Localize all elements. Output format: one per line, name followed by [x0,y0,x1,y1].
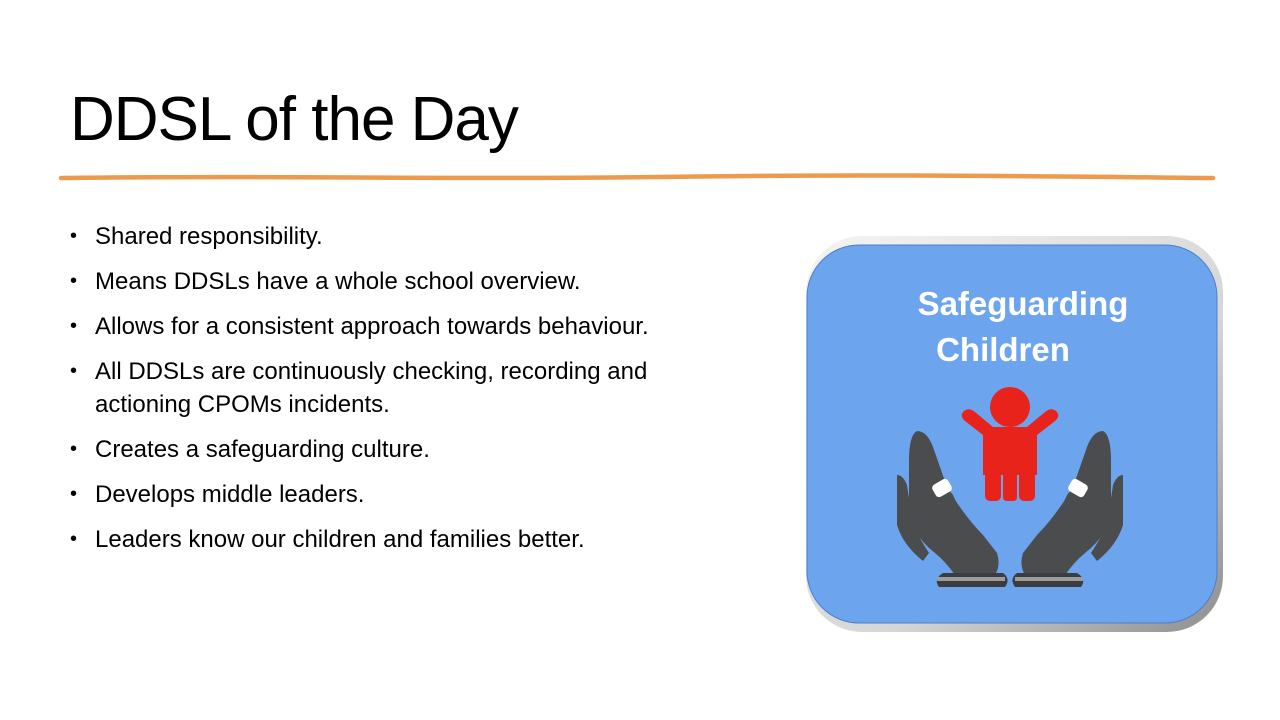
bullet-dot: • [70,225,78,247]
bullet-text: Develops middle leaders. [95,481,365,508]
bullet-text: Allows for a consistent approach towards behaviour. [95,313,649,340]
slide-title: DDSL of the Day [70,85,518,154]
title-divider [58,172,1216,184]
bullet-item [70,478,750,511]
bullet-list [70,220,750,568]
bullet-text: All DDSLs are continuously checking, recording and actioning CPOMs incidents. [95,358,648,418]
bullet-dot: • [70,315,78,337]
bullet-item [70,433,750,466]
safeguarding-children-image [805,235,1225,635]
bullet-dot: • [70,270,78,292]
bullet-text: Means DDSLs have a whole school overview. [95,268,581,295]
bullet-item [70,523,750,556]
safeguarding-children-hands-icon [805,235,1225,635]
bullet-item [70,310,750,343]
bullet-item [70,265,750,298]
image-text-line2: Children [936,331,1070,368]
bullet-text: Shared responsibility. [95,223,323,250]
bullet-dot: • [70,528,78,550]
image-text-line1: Safeguarding [917,285,1129,322]
bullet-dot: • [70,360,78,382]
bullet-text: Creates a safeguarding culture. [95,436,430,463]
bullet-item [70,355,750,421]
bullet-item [70,220,750,253]
bullet-dot: • [70,483,78,505]
bullet-dot: • [70,438,78,460]
bullet-text: Leaders know our children and families better. [95,526,585,553]
